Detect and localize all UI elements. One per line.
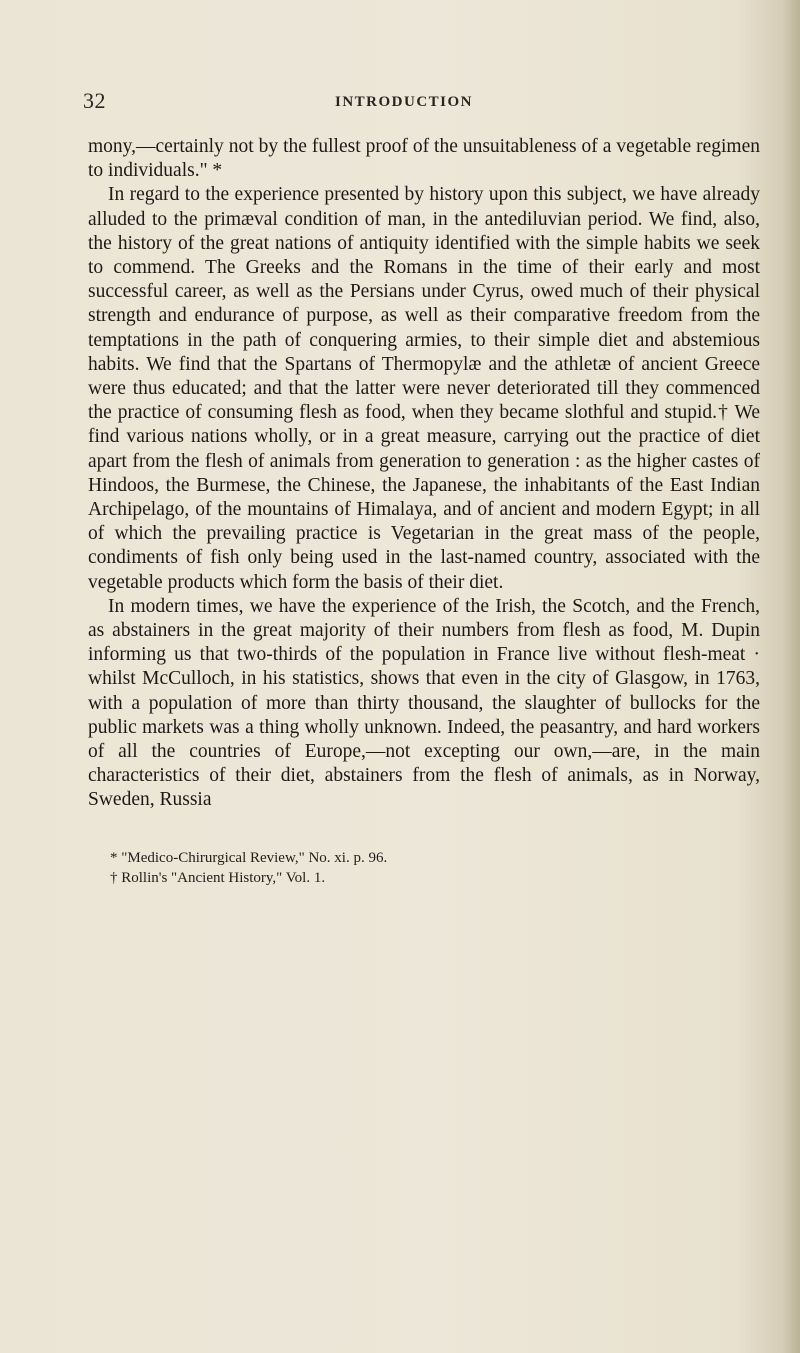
body-text (88, 135, 760, 813)
paragraph-modern-times: In modern times, we have the experience of the Irish, the Scotch, and the French, as abstainers in the great majority of their numbers from flesh as food, M. Dupin informing us that two-thirds of the population in France live without flesh-meat · whilst McCulloch, in his statistics, shows that even in the city of Glasgow, in 1763, with a population of more than thirty thousand, the slaughter of bullocks for the public markets was a thing wholly unknown. Indeed, the peasantry, and hard workers of all the countries of Europe,—not excepting our own,—are, in the main characteristics of their diet, abstainers from the flesh of animals, as in Norway, Sweden, Russia (88, 595, 760, 811)
footnotes (110, 848, 760, 888)
page-edge-shadow (782, 0, 800, 1353)
paragraph-continuation: mony,—certainly not by the fullest proof of the unsuitableness of a vegetable regimen to individuals." * (88, 136, 760, 182)
page-number: 32 (83, 88, 106, 113)
footnote-1: * "Medico-Chirurgical Review," No. xi. p. 96. (110, 850, 388, 866)
paragraph-history: In regard to the experience presented by history upon this subject, we have already alluded to the primæval condition of man, in the antediluvian period. We find, also, the history of the great nations of antiquity identified with the simple habits we seek to commend. The Greeks and the Romans in the time of their early and most successful career, as well as the Persians under Cyrus, owed much of their physical strength and endurance of purpose, as well as their comparative freedom from the temptations in the path of conquering armies, to their simple diet and abstemious habits. We find that the Spartans of Thermopylæ and the athletæ of ancient Greece were thus educated; and that the latter were never deteriorated till they commenced the practice of consuming flesh as food, when they became slothful and stupid.† We find various nations wholly, or in a great measure, carrying out the practice of diet apart from the flesh of animals from generation to generation : as the higher castes of Hindoos, the Burmese, the Chinese, the Japanese, the inhabitants of the East Indian Archipelago, of the mountains of Himalaya, and of ancient and modern Egypt; in all of which the prevailing practice is Vegetarian in the great mass of the people, condiments of fish only being used in the last-named country, associated with the vegetable products which form the basis of their diet. (88, 184, 760, 593)
running-head: INTRODUCTION (335, 94, 474, 110)
footnote-2: † Rollin's "Ancient History," Vol. 1. (110, 870, 326, 886)
page-header (0, 88, 800, 118)
